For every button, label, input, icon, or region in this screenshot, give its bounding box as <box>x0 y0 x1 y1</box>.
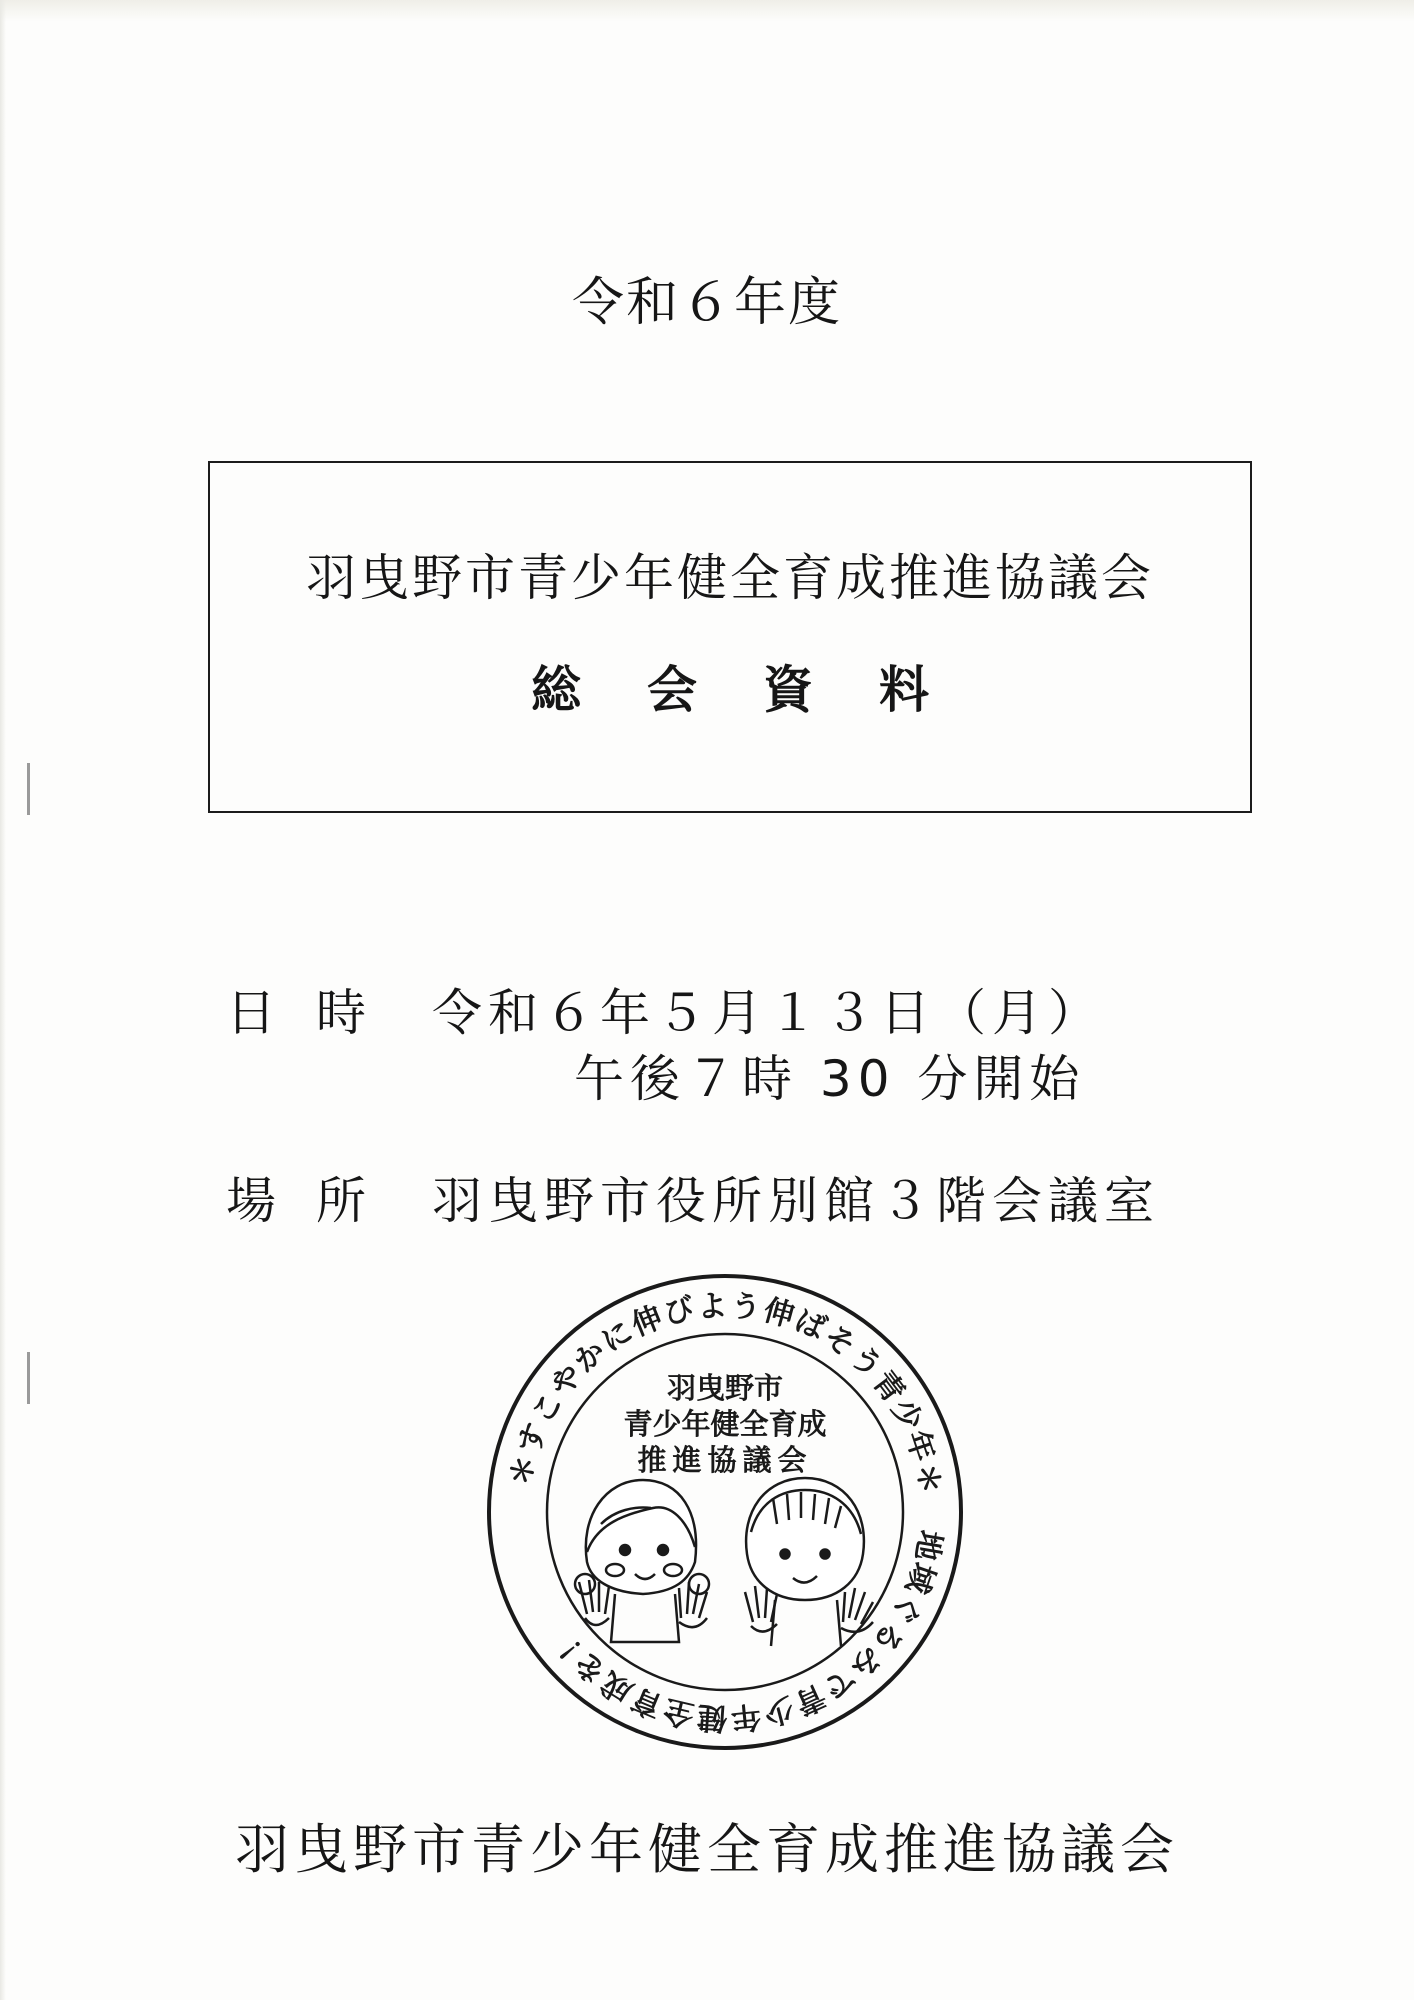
place-label: 場所 <box>226 1172 406 1230</box>
emblem-center-line-1: 羽曳野市 <box>666 1371 784 1405</box>
binding-hole-mark <box>27 763 30 815</box>
association-emblem <box>475 1262 975 1762</box>
emblem-center-line-2: 青少年健全育成 <box>623 1407 827 1441</box>
footer-organization: 羽曳野市青少年健全育成推進協議会 <box>235 1818 1179 1881</box>
date-label: 日時 <box>226 984 406 1042</box>
emblem-center-line-3: 推進協議会 <box>637 1443 813 1477</box>
date-value: 令和６年５月１３日（月） <box>432 984 1104 1042</box>
fiscal-year-heading: 令和６年度 <box>571 273 842 333</box>
emblem-outer-ring <box>489 1276 961 1748</box>
place-value: 羽曳野市役所別館３階会議室 <box>432 1172 1160 1230</box>
emblem-ring-slogan <box>503 1288 948 1735</box>
emblem-graphic <box>475 1262 975 1762</box>
binding-hole-mark <box>27 1352 30 1404</box>
scan-edge-top <box>0 0 1414 22</box>
emblem-ring-slogan-path: ＊すこやかに伸びよう伸ばそう青少年＊ 地域ぐるみで青少年健全育成を！ <box>503 1288 949 1736</box>
title-box <box>208 461 1252 813</box>
title-document-type: 総会資料 <box>531 661 995 719</box>
title-organization: 羽曳野市青少年健全育成推進協議会 <box>306 549 1154 607</box>
girl-illustration <box>575 1480 709 1642</box>
start-time-value: 午後７時 30 分開始 <box>574 1050 1086 1108</box>
boy-illustration <box>745 1478 873 1646</box>
